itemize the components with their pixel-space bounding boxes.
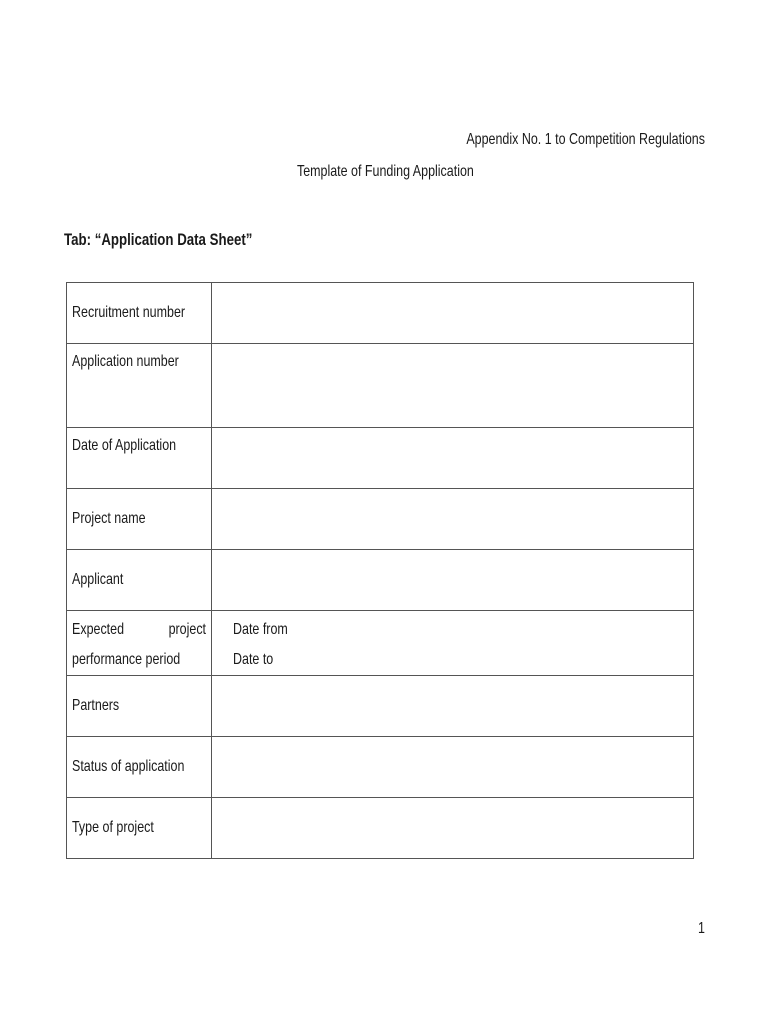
table-row bbox=[67, 676, 694, 737]
expected-label: Expected bbox=[72, 621, 125, 638]
row-label-cell bbox=[67, 737, 212, 798]
project-name-field[interactable] bbox=[212, 489, 694, 550]
row-label-cell bbox=[67, 428, 212, 489]
row-label-cell bbox=[67, 283, 212, 344]
partners-field[interactable] bbox=[212, 676, 694, 737]
section-heading bbox=[64, 230, 306, 250]
applicant-field[interactable] bbox=[212, 550, 694, 611]
partners-label: Partners bbox=[72, 697, 120, 714]
row-label-cell bbox=[67, 550, 212, 611]
document-title-text: Template of Funding Application bbox=[296, 163, 474, 180]
type-of-project-label: Type of project bbox=[72, 819, 154, 836]
table-row bbox=[67, 283, 694, 344]
appendix-reference bbox=[399, 131, 705, 149]
row-label-cell bbox=[67, 344, 212, 428]
status-of-application-field[interactable] bbox=[212, 737, 694, 798]
table-row bbox=[67, 344, 694, 428]
row-label-cell bbox=[67, 676, 212, 737]
project-name-label: Project name bbox=[72, 510, 146, 527]
date-of-application-label: Date of Application bbox=[72, 437, 177, 454]
date-of-application-field[interactable] bbox=[212, 428, 694, 489]
row-label-cell bbox=[67, 489, 212, 550]
row-label-cell bbox=[67, 798, 212, 859]
date-to-label: Date to bbox=[233, 651, 274, 668]
table-row bbox=[67, 737, 694, 798]
page-number bbox=[696, 920, 705, 938]
performance-period-field[interactable] bbox=[212, 611, 694, 676]
performance-period-label: performance period bbox=[72, 651, 181, 668]
section-heading-text: Tab: “Application Data Sheet” bbox=[64, 230, 253, 249]
project-label: project bbox=[168, 621, 206, 638]
row-label-cell bbox=[67, 611, 212, 676]
application-number-label: Application number bbox=[72, 353, 179, 370]
status-of-application-label: Status of application bbox=[72, 758, 185, 775]
table-row bbox=[67, 798, 694, 859]
application-number-field[interactable] bbox=[212, 344, 694, 428]
page-number-text: 1 bbox=[698, 920, 705, 937]
table-row bbox=[67, 428, 694, 489]
date-from-label: Date from bbox=[233, 621, 288, 638]
table-row bbox=[67, 550, 694, 611]
type-of-project-field[interactable] bbox=[212, 798, 694, 859]
application-data-table bbox=[66, 282, 694, 859]
table-row bbox=[67, 611, 694, 676]
table-row bbox=[67, 489, 694, 550]
appendix-text: Appendix No. 1 to Competition Regulations bbox=[466, 131, 705, 148]
document-title bbox=[0, 163, 770, 181]
recruitment-number-label: Recruitment number bbox=[72, 304, 186, 321]
applicant-label: Applicant bbox=[72, 571, 124, 588]
recruitment-number-field[interactable] bbox=[212, 283, 694, 344]
